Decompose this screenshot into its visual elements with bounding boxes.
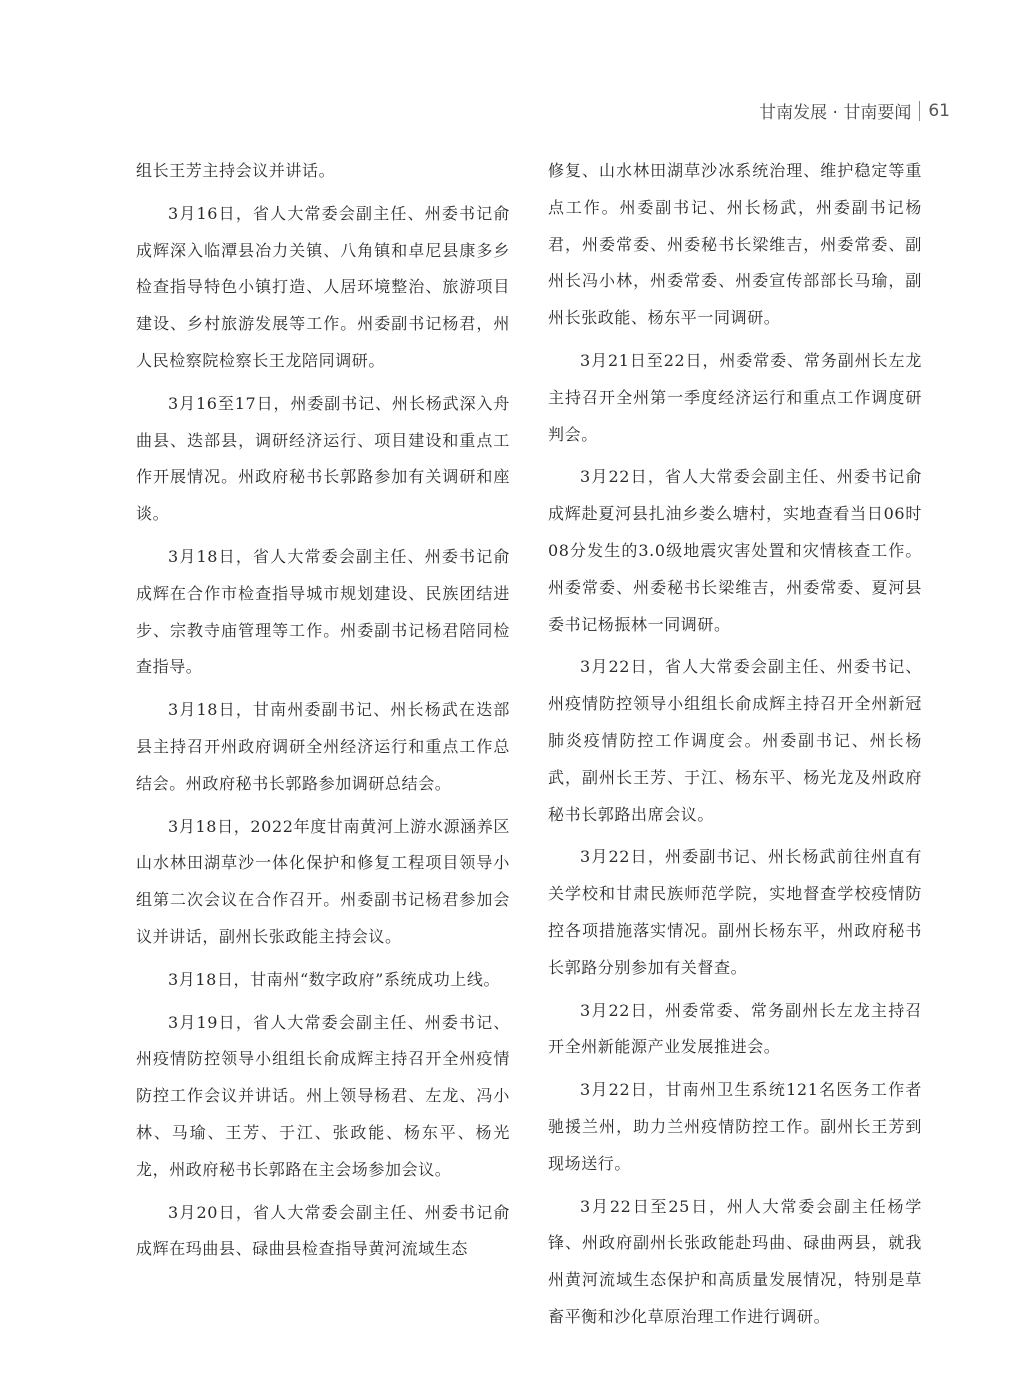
news-paragraph: 3月18日，2022年度甘南黄河上游水源涵养区山水林田湖草沙一体化保护和修复工程项目领导小组第二次会议在合作召开。州委副书记杨君参加会议并讲话，副州长张政能主持会议。 <box>136 816 510 946</box>
news-paragraph: 组长王芳主持会议并讲话。 <box>136 161 336 180</box>
right-column <box>548 153 922 1342</box>
news-paragraph: 3月18日，甘南州“数字政府”系统成功上线。 <box>168 969 501 989</box>
page-header <box>759 98 950 123</box>
news-paragraph: 3月16至17日，州委副书记、州长杨武深入舟曲县、迭部县，调研经济运行、项目建设和重点工作开展情况。州政府秘书长郭路参加有关调研和座谈。 <box>136 393 510 524</box>
page-number: 61 <box>928 100 950 121</box>
news-paragraph: 3月21日至22日，州委常委、常务副州长左龙主持召开全州第一季度经济运行和重点工作调度研判会。 <box>548 350 922 444</box>
left-column <box>136 153 510 1274</box>
news-paragraph: 3月22日，省人大常委会副主任、州委书记、州疫情防控领导小组组长俞成辉主持召开全州新冠肺炎疫情防控工作调度会。州委副书记、州长杨武，副州长王芳、于江、杨东平、杨光龙及州政府秘书长郭路出席会议。 <box>548 657 922 824</box>
news-paragraph: 3月19日，省人大常委会副主任、州委书记、州疫情防控领导小组组长俞成辉主持召开全州疫情防控工作会议并讲话。州上领导杨君、左龙、冯小林、马瑜、王芳、于江、张政能、杨东平、杨光龙，州政府秘书长郭路在主会场参加会议。 <box>136 1012 510 1179</box>
news-paragraph: 3月22日，州委常委、常务副州长左龙主持召开全州新能源产业发展推进会。 <box>548 1000 922 1057</box>
header-divider <box>919 101 920 121</box>
news-paragraph: 3月22日，甘南州卫生系统121名医务工作者驰援兰州，助力兰州疫情防控工作。副州长王芳到现场送行。 <box>548 1080 922 1173</box>
news-paragraph: 3月18日，甘南州委副书记、州长杨武在迭部县主持召开州政府调研全州经济运行和重点工作总结会。州政府秘书长郭路参加调研总结会。 <box>136 700 510 793</box>
news-paragraph: 3月20日，省人大常委会副主任、州委书记俞成辉在玛曲县、碌曲县检查指导黄河流域生态 <box>136 1202 510 1259</box>
news-paragraph: 3月22日至25日，州人大常委会副主任杨学锋、州政府副州长张政能赴玛曲、碌曲两县，就我州黄河流域生态保护和高质量发展情况，特别是草畜平衡和沙化草原治理工作进行调研。 <box>548 1196 922 1326</box>
news-paragraph: 3月22日，省人大常委会副主任、州委书记俞成辉赴夏河县扎油乡娄么塘村，实地查看当日06时08分发生的3.0级地震灾害处置和灾情核查工作。州委常委、州委秘书长梁维吉，州委常委、夏河县委书记杨振林一同调研。 <box>548 467 922 634</box>
news-paragraph: 3月16日，省人大常委会副主任、州委书记俞成辉深入临潭县冶力关镇、八角镇和卓尼县康多乡检查指导特色小镇打造、人居环境整治、旅游项目建设、乡村旅游发展等工作。州委副书记杨君，州人民检察院检察长王龙陪同调研。 <box>136 203 510 370</box>
news-paragraph: 3月18日，省人大常委会副主任、州委书记俞成辉在合作市检查指导城市规划建设、民族团结进步、宗教寺庙管理等工作。州委副书记杨君陪同检查指导。 <box>136 546 510 677</box>
section-title: 甘南发展 · 甘南要闻 <box>759 103 912 123</box>
news-paragraph: 修复、山水林田湖草沙冰系统治理、维护稳定等重点工作。州委副书记、州长杨武，州委副书记杨君，州委常委、州委秘书长梁维吉，州委常委、副州长冯小林，州委常委、州委宣传部部长马瑜，副州长张政能、杨东平一同调研。 <box>548 161 922 328</box>
news-paragraph: 3月22日，州委副书记、州长杨武前往州直有关学校和甘肃民族师范学院，实地督查学校疫情防控各项措施落实情况。副州长杨东平，州政府秘书长郭路分别参加有关督查。 <box>548 847 922 977</box>
